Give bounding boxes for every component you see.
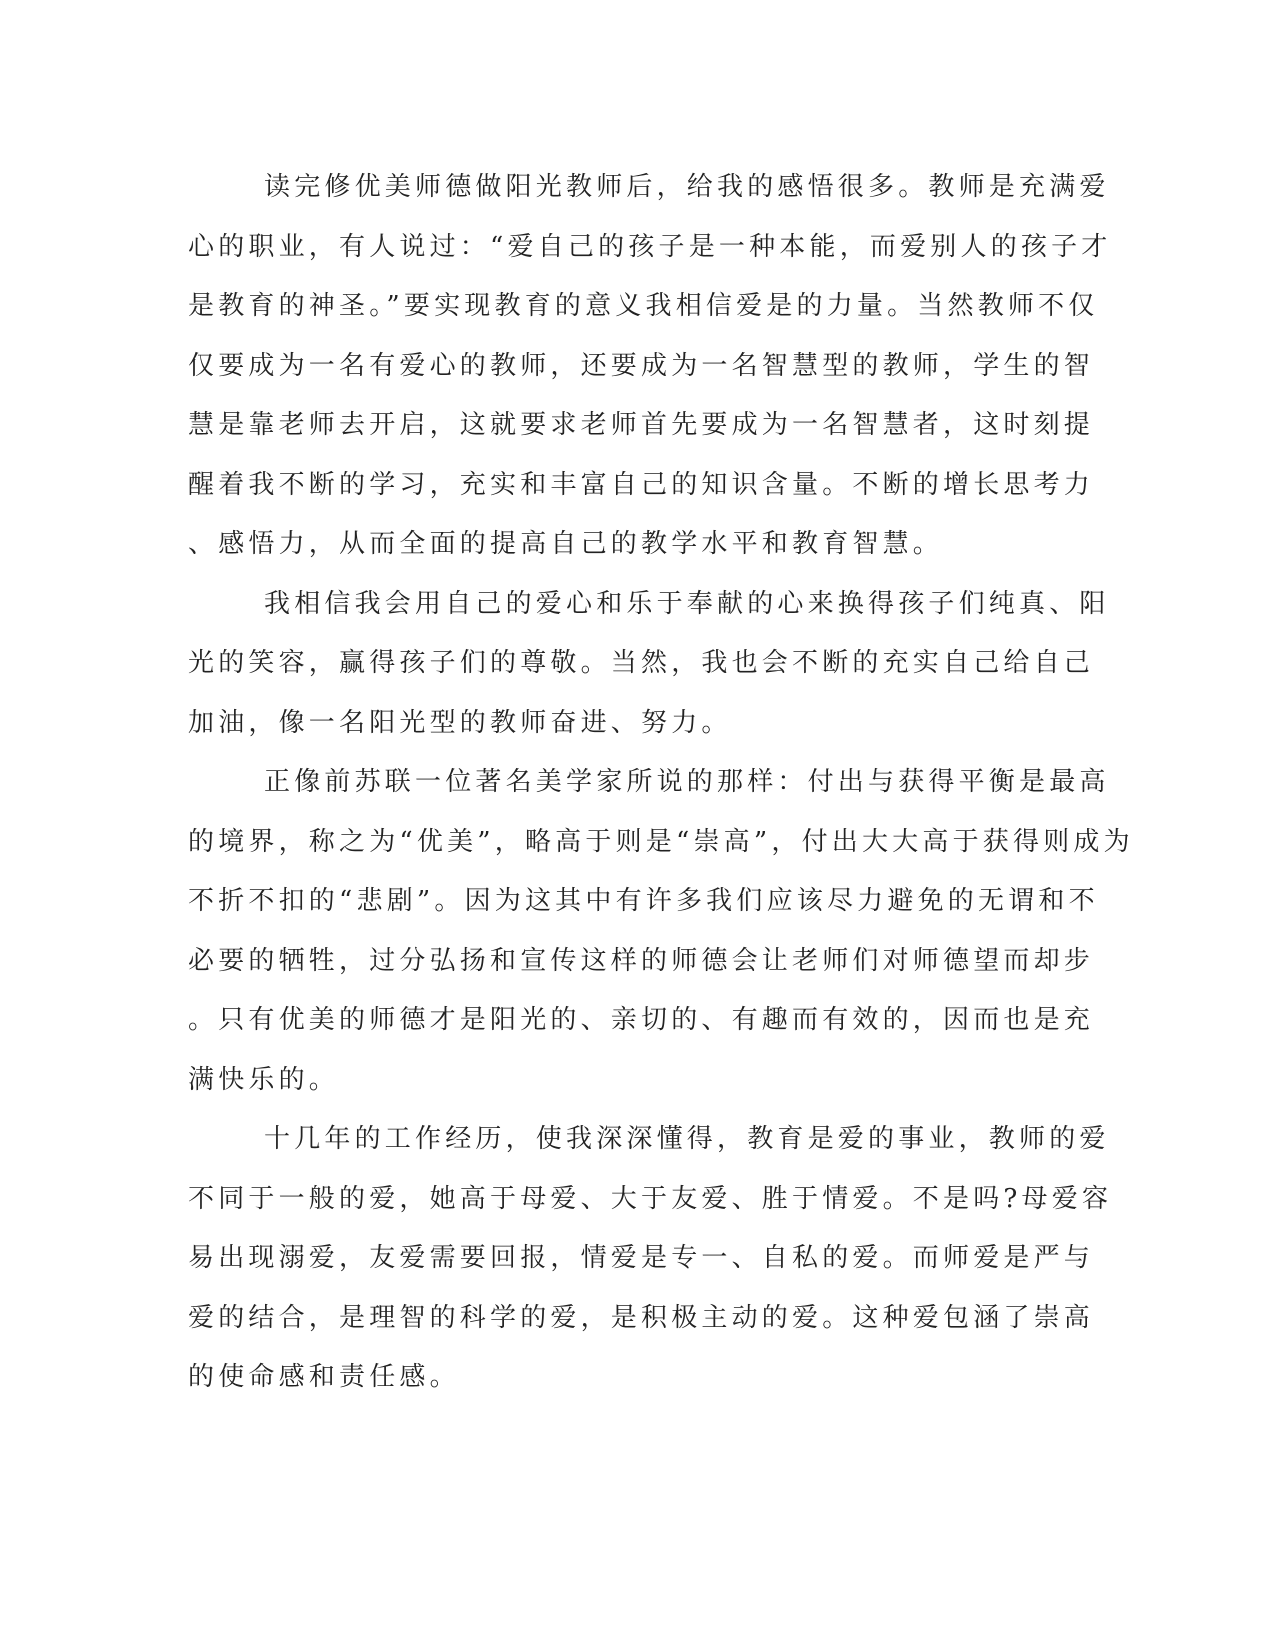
paragraph-line: 十几年的工作经历，使我深深懂得，教育是爱的事业，教师的爱 [264,1124,1110,1154]
paragraph-line: 我相信我会用自己的爱心和乐于奉献的心来换得孩子们纯真、阳 [264,588,1110,619]
paragraph-line: 正像前苏联一位著名美学家所说的那样：付出与获得平衡是最高 [264,767,1110,797]
paragraph-line: 易出现溺爱，友爱需要回报，情爱是专一、自私的爱。而师爱是严与 [188,1243,1095,1273]
paragraph-line: 、感悟力，从而全面的提高自己的教学水平和教育智慧。 [188,529,944,559]
paragraph-4 [188,1110,1113,1408]
document-body [188,158,1134,1408]
paragraph-line: 仅要成为一名有爱心的教师，还要成为一名智慧型的教师，学生的智 [188,350,1095,381]
paragraph-line: 满快乐的。 [188,1064,340,1095]
paragraph-line: 的境界，称之为“优美”，略高于则是“崇高”，付出大大高于获得则成为 [188,826,1134,857]
paragraph-line: 心的职业，有人说过：“爱自己的孩子是一种本能，而爱别人的孩子才 [188,231,1112,262]
paragraph-line: 慧是靠老师去开启，这就要求老师首先要成为一名智慧者，这时刻提 [188,410,1095,440]
paragraph-line: 不折不扣的“悲剧”。因为这其中有许多我们应该尽力避免的无谓和不 [188,886,1099,916]
paragraph-1 [188,158,1112,575]
paragraph-line: 爱的结合，是理智的科学的爱，是积极主动的爱。这种爱包涵了崇高 [188,1302,1095,1333]
paragraph-line: 读完修优美师德做阳光教师后，给我的感悟很多。教师是充满爱 [264,172,1110,202]
paragraph-line: 不同于一般的爱，她高于母爱、大于友爱、胜于情爱。不是吗?母爱容 [188,1183,1113,1214]
paragraph-line: 。只有优美的师德才是阳光的、亲切的、有趣而有效的，因而也是充 [188,1005,1095,1035]
paragraph-2 [188,575,1110,754]
paragraph-line: 必要的牺牲，过分弘扬和宣传这样的师德会让老师们对师德望而却步 [188,945,1095,976]
paragraph-line: 光的笑容，赢得孩子们的尊敬。当然，我也会不断的充实自己给自己 [188,648,1095,678]
paragraph-3 [188,753,1134,1110]
paragraph-line: 是教育的神圣。”要实现教育的意义我相信爱是的力量。当然教师不仅 [188,291,1099,321]
paragraph-line: 醒着我不断的学习，充实和丰富自己的知识含量。不断的增长思考力 [188,469,1095,500]
paragraph-line: 的使命感和责任感。 [188,1362,460,1392]
paragraph-line: 加油，像一名阳光型的教师奋进、努力。 [188,707,732,738]
